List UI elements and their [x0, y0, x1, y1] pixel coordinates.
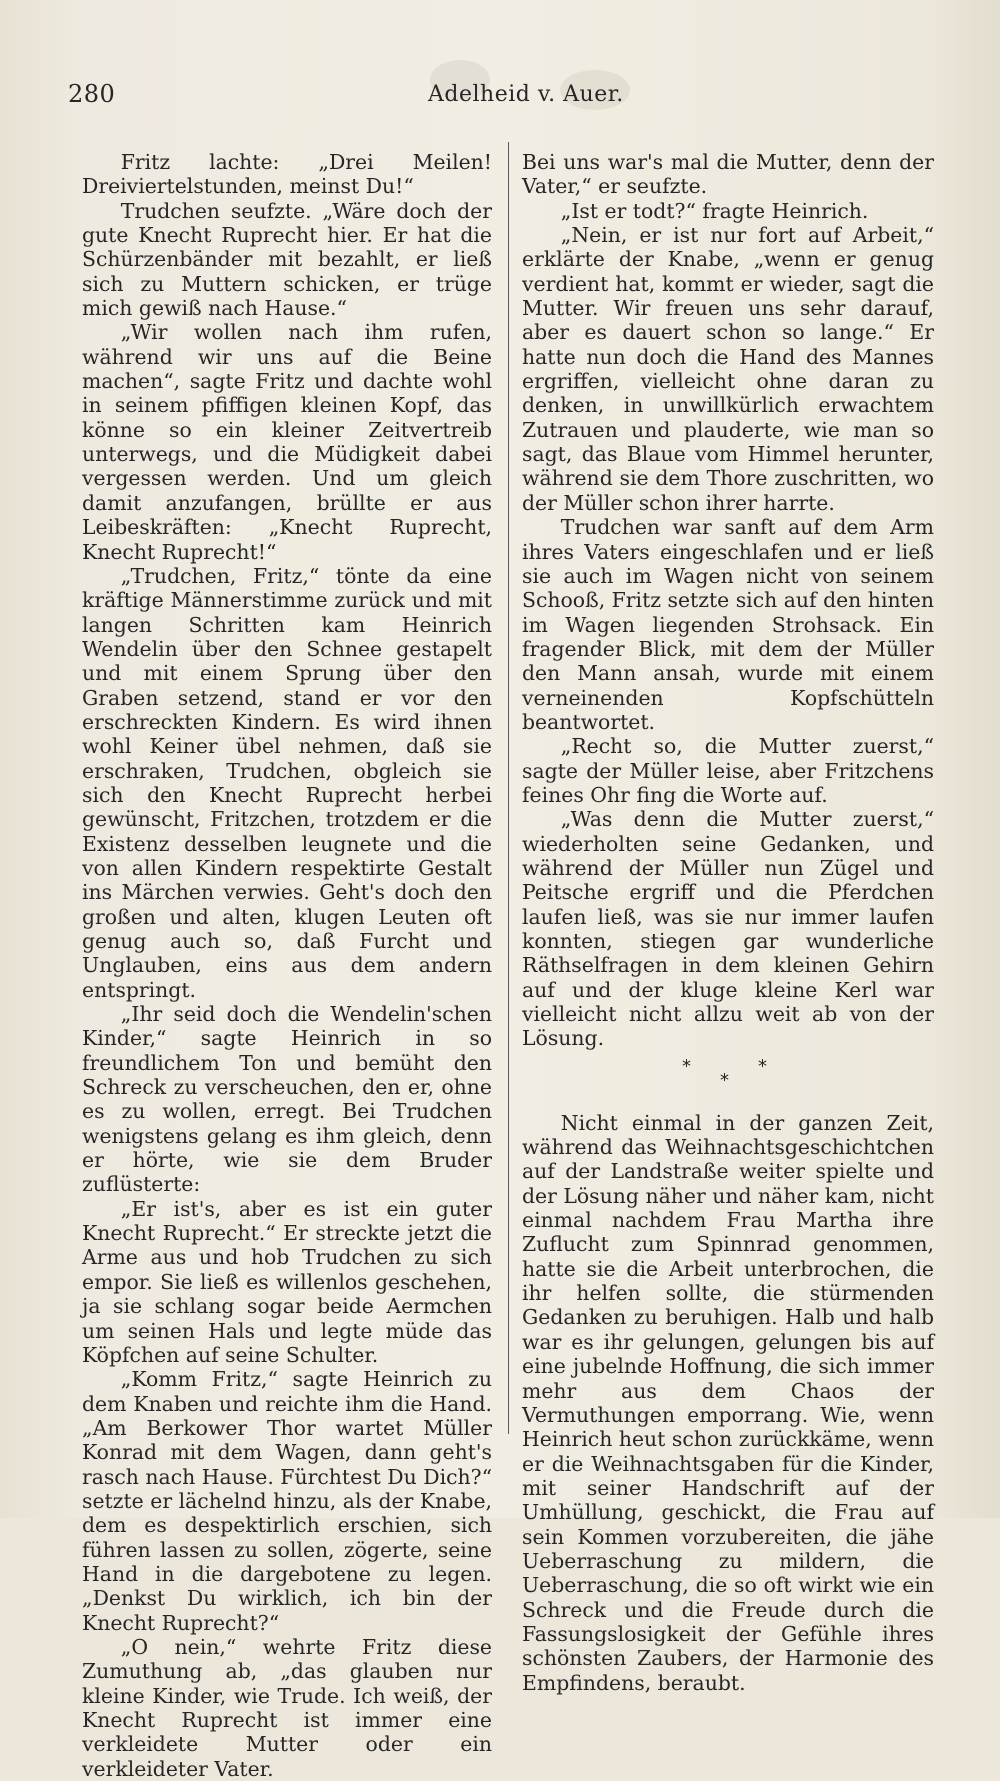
paragraph: „Nein, er ist nur fort auf Arbeit,“ erklärte der Knabe, „wenn er genug verdient hat, kommt er wieder, sagt die Mutter. Wir freuen uns sehr darauf, aber es dauert schon so lange.“ Er hatte nun doch die Hand des Mannes ergriffen, vielleicht ohne daran zu denken, in unwillkürlich erwachtem Zutrauen und plauderte, wie man so sagt, das Blaue vom Himmel herunter, während sie dem Thore zuschritten, wo der Müller schon ihrer harrte. — [522, 223, 934, 515]
paragraph: Nicht einmal in der ganzen Zeit, während das Weihnachtsgeschichtchen auf der Landstraße weiter spielte und der Lösung näher und näher kam, nicht einmal nachdem Frau Martha ihre Zuflucht zum Spinnrad genommen, hatte sie die Arbeit unterbrochen, die ihr helfen sollte, die stürmenden Gedanken zu beruhigen. Halb und halb war es ihr gelungen, gelungen bis auf eine jubelnde Hoffnung, die sich immer mehr aus dem Chaos der Vermuthungen emporrang. Wie, wenn Heinrich heut schon zurückkäme, wenn er die Weihnachtsgaben für die Kinder, mit seiner Handschrift auf der Umhüllung, geschickt, die Frau auf sein Kommen vorzubereiten, die jähe Ueberraschung zu mildern, die Ueberraschung, die so oft wirkt wie ein Schreck und die Freude durch die Fassungslosigkeit der Gefühle ihres schönsten Zaubers, der Harmonie des Empfindens, beraubt. — [522, 1110, 934, 1695]
paragraph: Trudchen war sanft auf dem Arm ihres Vaters eingeschlafen und er ließ sie auch im Wagen nicht von seinem Schooß, Fritz setzte sich auf den hinten im Wagen liegenden Strohsack. Ein fragender Blick, mit dem der Müller den Mann ansah, wurde mit einem verneinenden Kopfschütteln beantwortet. — [522, 515, 934, 734]
paragraph: „Wir wollen nach ihm rufen, während wir uns auf die Beine machen“, sagte Fritz und dachte wohl in seinem pfiffigen kleinen Kopf, das könne so ein kleiner Zeitvertreib unterwegs, und die Müdigkeit dabei vergessen werden. Und um gleich damit anzufangen, brüllte er aus Leibeskräften: „Knecht Ruprecht, Knecht Ruprecht!“ — [82, 320, 492, 564]
right-column — [522, 150, 934, 1695]
paragraph: „Ihr seid doch die Wendelin'schen Kinder,“ sagte Heinrich in so freundlichem Ton und bemüht den Schreck zu verscheuchen, den er, ohne es zu wollen, erregt. Bei Trudchen wenigstens gelang es ihm gleich, denn er hörte, wie sie dem Bruder zuflüsterte: — [82, 1002, 492, 1197]
section-break — [522, 1055, 934, 1103]
running-title: Adelheid v. Auer. — [428, 82, 624, 107]
asterisk: * — [682, 1055, 691, 1077]
paragraph: „O nein,“ wehrte Fritz diese Zumuthung ab, „das glauben nur kleine Kinder, wie Trude. Ich weiß, der Knecht Ruprecht ist immer eine verkleidete Mutter oder ein verkleideter Vater. — [82, 1634, 492, 1781]
page-number: 280 — [68, 80, 116, 108]
left-column — [82, 150, 493, 1781]
column-divider — [508, 142, 509, 1434]
page-header — [68, 80, 940, 120]
paragraph: Trudchen seufzte. „Wäre doch der gute Knecht Ruprecht hier. Er hat die Schürzenbänder mit bezahlt, er ließ sich zu Muttern schicken, er trüge mich gewiß nach Hause.“ — [82, 198, 492, 321]
paragraph: „Recht so, die Mutter zuerst,“ sagte der Müller leise, aber Fritzchens feines Ohr fing die Worte auf. — [522, 734, 934, 807]
asterisk: * — [758, 1055, 767, 1077]
asterisk: * — [720, 1069, 729, 1091]
paragraph: Fritz lachte: „Drei Meilen! Dreiviertelstunden, meinst Du!“ — [82, 150, 492, 199]
paragraph: „Komm Fritz,“ sagte Heinrich zu dem Knaben und reichte ihm die Hand. „Am Berkower Thor wartet Müller Konrad mit dem Wagen, dann geht's rasch nach Hause. Fürchtest Du Dich?“ setzte er lächelnd hinzu, als der Knabe, dem es despektirlich erschien, sich führen lassen zu sollen, zögerte, seine Hand in die dargebotene zu legen. „Denkst Du wirklich, ich bin der Knecht Ruprecht?“ — [82, 1367, 493, 1635]
paragraph: „Was denn die Mutter zuerst,“ wiederholten seine Gedanken, und während der Müller nun Zügel und Peitsche ergriff und die Pferdchen laufen ließ, was sie nur immer laufen konnten, stiegen gar wunderliche Räthselfragen in dem kleinen Gehirn auf und der kluge kleine Kerl war vielleicht nicht allzu weit ab von der Lösung. — [522, 807, 934, 1051]
paragraph: „Trudchen, Fritz,“ tönte da eine kräftige Männerstimme zurück und mit langen Schritten kam Heinrich Wendelin über den Schnee gestapelt und mit einem Sprung über den Graben setzend, stand er vor den erschreckten Kindern. Es wird ihnen wohl Keiner übel nehmen, daß sie erschraken, Trudchen, obgleich sie sich den Knecht Ruprecht herbei gewünscht, Fritzchen, trotzdem er die Existenz desselben leugnete und die von allen Kindern respektirte Gestalt ins Märchen verwies. Geht's doch den großen und alten, klugen Leuten oft genug auch so, daß Furcht und Unglauben, eins aus dem andern entspringt. — [82, 563, 492, 1002]
paragraph-continued: Bei uns war's mal die Mutter, denn der Vater,“ er seufzte. — [522, 150, 934, 199]
paragraph: „Ist er todt?“ fragte Heinrich. — [560, 198, 869, 223]
paragraph: „Er ist's, aber es ist ein guter Knecht Ruprecht.“ Er streckte jetzt die Arme aus und hob Trudchen zu sich empor. Sie ließ es willenlos geschehen, ja sie schlang sogar beide Aermchen um seinen Hals und legte müde das Köpfchen auf seine Schulter. — [82, 1196, 492, 1367]
